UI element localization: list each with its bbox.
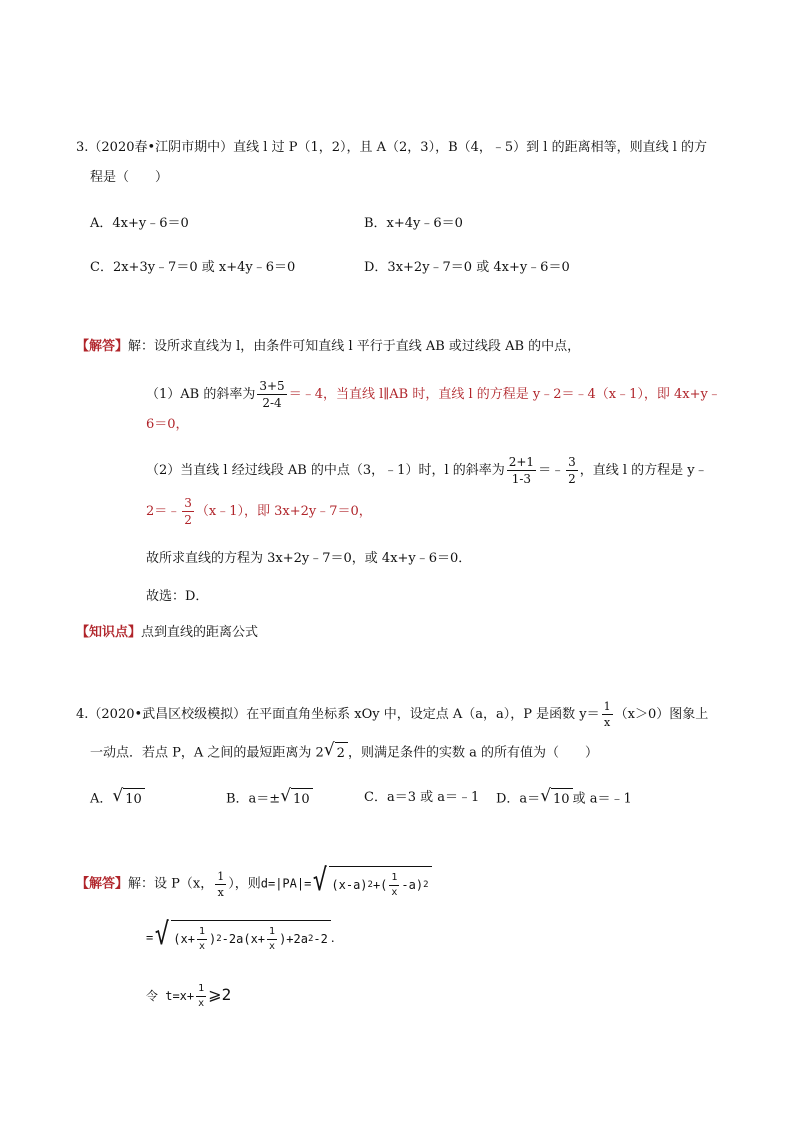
q4-option-d-radical: √ 10 — [540, 788, 572, 810]
q4-option-a-radical: √ 10 — [112, 788, 144, 810]
a4-line1-pre: 解：设 P（x， — [128, 876, 214, 892]
a4-line1-sq2: 2 — [423, 880, 429, 890]
a4-line1-den2: x — [391, 886, 398, 898]
a4-line2-sq2: 2 — [307, 934, 314, 944]
a4-line2-c: -2a(x+ — [221, 932, 266, 946]
q3-option-b: B．x+4y﹣6＝0 — [364, 216, 463, 231]
a4-line1-num2: 1 — [389, 873, 399, 886]
q4-stem-line2 — [90, 742, 598, 764]
q3-source: （2020春•江阴市期中） — [88, 140, 234, 155]
q4-stem-rad: 2 — [335, 742, 348, 764]
q3-stem-line2: 程是（ ） — [90, 170, 169, 185]
a4-line3-pre: 令 t=x+ — [146, 989, 195, 1003]
a4-line2-den2: x — [269, 940, 276, 952]
q4-stem-radical: √ 2 — [324, 742, 348, 764]
a3-case2-fraction — [507, 456, 536, 485]
q4-option-b — [226, 788, 313, 810]
a4-line1-r1: (x-a) — [331, 878, 368, 892]
q4-stem-num: 1 — [603, 700, 611, 713]
a4-line1-d: d=|PA|= — [260, 876, 312, 891]
a3-case2-den: 1-3 — [511, 472, 532, 486]
q4-option-d-post: 或 a＝﹣1 — [572, 791, 632, 807]
a4-line2-radical: √ (x+ $\frac{1}{x}$ ) 2 -2a(x+ $\frac{1}{x}$ )+2a 2 -2 — [153, 920, 331, 956]
a4-line3-den: x — [198, 998, 205, 1009]
a3-intro — [76, 337, 580, 357]
q4-number: 4. — [76, 707, 89, 722]
a4-line2-d: )+2a — [279, 932, 308, 946]
q3-stem-text: 直线 l 过 P（1，2），且 A（2，3），B（4，﹣5）到 l 的距离相等，则直线 l 的方 — [233, 140, 708, 155]
a3-case2-fraction2 — [566, 456, 578, 485]
a3-case1-den: 2-4 — [262, 396, 282, 410]
q4-option-d-rad: 10 — [551, 788, 573, 810]
q4-option-a-rad: 10 — [123, 788, 145, 810]
a3-case1 — [146, 380, 721, 409]
a3-case1-post: ＝﹣4，当直线 l∥AB 时，直线 l 的方程是 y﹣2＝﹣4（x﹣1），即 4x+y﹣ — [288, 387, 721, 402]
q4-source: （2020•武昌区校级模拟） — [88, 707, 247, 722]
a4-line2-sq: 2 — [216, 934, 222, 944]
q4-option-b-radical: √ 10 — [280, 788, 312, 810]
a3-case1-cont: 6＝0， — [146, 417, 189, 432]
a3-conclusion: 故所求直线的方程为 3x+2y﹣7＝0，或 4x+y﹣6＝0． — [146, 551, 472, 566]
q4-stem-a: 在平面直角坐标系 xOy 中，设定点 A（a，a），P 是函数 y＝ — [246, 707, 600, 722]
a4-line1-radical: √ (x-a) 2 +( $\frac{1}{x}$ -a) 2 — [311, 866, 431, 902]
a4-line2-fraction — [197, 927, 207, 952]
a4-line1-num: 1 — [217, 869, 225, 883]
q4-option-a-pre: A． — [90, 791, 113, 807]
a4-line1-den: x — [217, 885, 224, 899]
q4-stem-line2-post: ，则满足条件的实数 a 的所有值为（ ） — [347, 745, 598, 761]
a4-line1-radicand — [329, 866, 431, 902]
a3-case2 — [146, 455, 708, 487]
a3-case2-cont-num: 3 — [184, 496, 192, 510]
a3-case2-cont-fraction — [182, 497, 194, 526]
a3-case2-num2: 3 — [568, 455, 576, 469]
a4-line2-fraction2 — [267, 927, 277, 952]
a4-line3-post: ⩾2 — [208, 985, 232, 1004]
a3-knowledge-point — [76, 623, 258, 643]
a4-line2-eq: = — [146, 930, 154, 945]
q4-stem-line2-pre: 一动点．若点 P，A 之间的最短距离为 2 — [90, 745, 324, 761]
a3-case2-pre: （2）当直线 l 经过线段 AB 的中点（3，﹣1）时，l 的斜率为 — [146, 463, 505, 478]
q4-stem-b: （x＞0）图象上 — [614, 707, 709, 722]
a3-tag: 【解答】 — [76, 339, 129, 354]
a4-line2 — [146, 917, 343, 956]
a3-case2-cont-den: 2 — [184, 513, 192, 527]
a4-line2-a: (x+ — [173, 932, 195, 946]
a3-case1-num: 3+5 — [259, 379, 285, 393]
q4-option-c: C．a＝3 或 a＝﹣1 — [364, 790, 480, 805]
a4-line2-num2: 1 — [267, 927, 277, 940]
q4-option-a — [90, 788, 145, 810]
a3-kp-tag: 【知识点】 — [76, 625, 142, 640]
a4-line1-sq: 2 — [367, 880, 373, 890]
a4-line3 — [146, 978, 231, 1013]
a3-case2-eq: ＝﹣ — [538, 463, 565, 478]
q3-option-d: D．3x+2y﹣7＝0 或 4x+y﹣6＝0 — [364, 260, 570, 275]
q4-option-b-pre: B．a＝± — [226, 791, 281, 807]
a4-line2-den: x — [198, 940, 206, 952]
q3-option-c: C．2x+3y﹣7＝0 或 x+4y﹣6＝0 — [90, 260, 296, 275]
q3-option-a: A．4x+y﹣6＝0 — [90, 216, 189, 231]
q4-stem-line1 — [76, 700, 708, 730]
a4-line2-end: ． — [330, 930, 343, 945]
a4-line2-num: 1 — [197, 927, 207, 940]
q3-stem-line1 — [76, 138, 707, 158]
a3-case2-cont-post: （x﹣1），即 3x+2y﹣7＝0， — [195, 504, 372, 519]
a4-line1-r2: +( — [372, 878, 388, 892]
q3-number: 3. — [76, 140, 89, 155]
q4-stem-den: x — [604, 716, 611, 729]
a4-line1-r3: -a) — [401, 878, 424, 892]
a4-tag: 【解答】 — [76, 876, 129, 892]
a4-line3-fraction — [196, 984, 206, 1009]
a4-line1 — [76, 863, 432, 902]
a3-case2-cont-pre: 2＝﹣ — [146, 504, 181, 519]
a3-case2-cont — [146, 496, 372, 528]
q4-option-b-rad: 10 — [291, 788, 313, 810]
a3-case1-fraction — [257, 380, 286, 409]
a4-line1-fraction — [215, 871, 226, 898]
a3-case2-den2: 2 — [568, 472, 576, 486]
a4-line2-e: -2 — [313, 932, 328, 946]
a4-line1-fraction2 — [389, 873, 399, 898]
q4-stem-fraction — [602, 701, 613, 728]
a3-choose: 故选：D． — [146, 589, 209, 604]
a3-case1-pre: （1）AB 的斜率为 — [146, 387, 256, 402]
q4-option-d — [496, 788, 632, 810]
a4-line2-radicand — [171, 920, 331, 956]
a4-line1-mid: ），则 — [228, 876, 261, 892]
a3-intro-text: 解：设所求直线为 l，由条件可知直线 l 平行于直线 AB 或过线段 AB 的中点， — [128, 339, 581, 354]
q4-option-d-pre: D．a＝ — [496, 791, 541, 807]
a4-line2-b: ) — [209, 932, 217, 946]
a3-case2-post: ，直线 l 的方程是 y﹣ — [579, 463, 708, 478]
a4-line3-num: 1 — [196, 984, 206, 997]
a3-case2-num: 2+1 — [508, 455, 535, 469]
a3-kp-text: 点到直线的距离公式 — [141, 625, 259, 640]
